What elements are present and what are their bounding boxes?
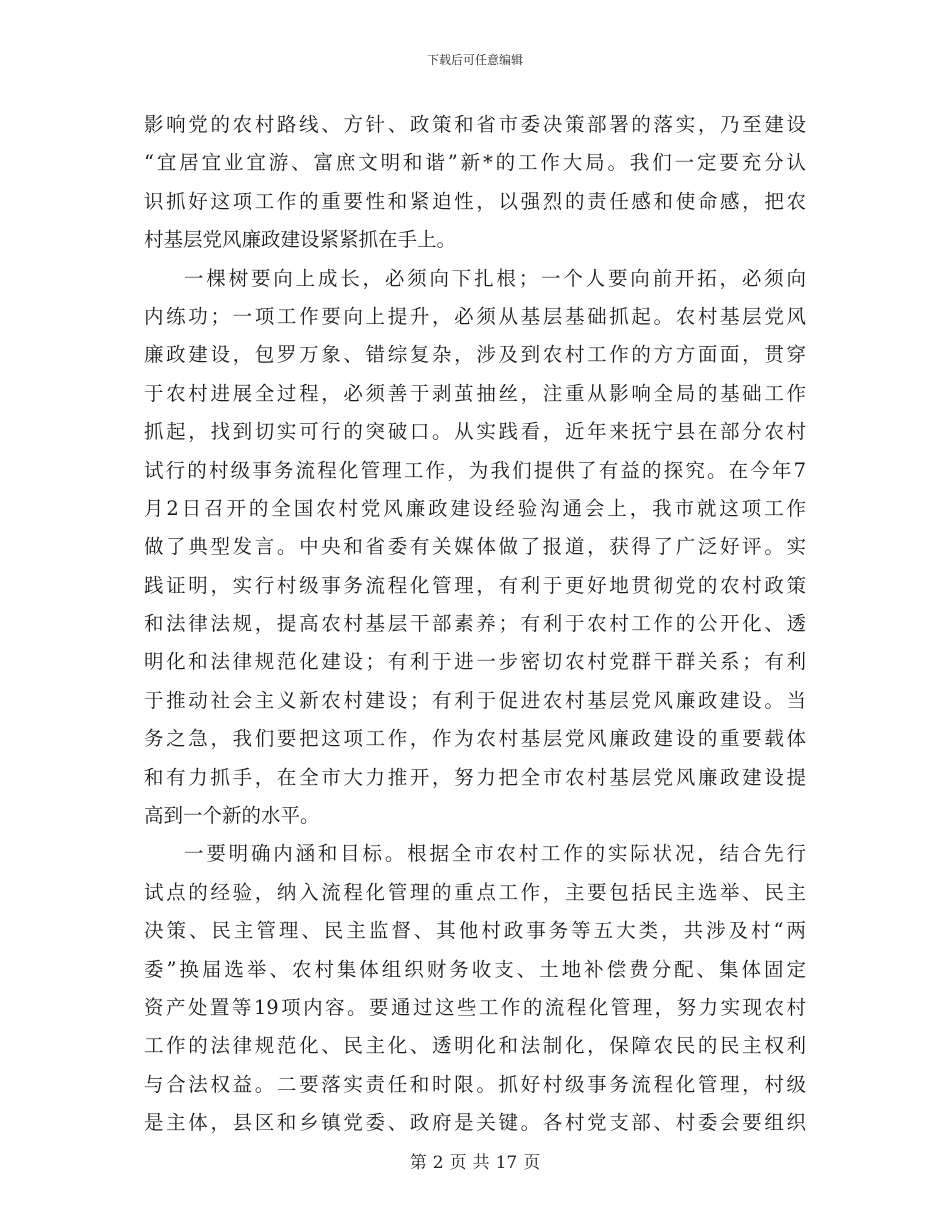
text-line: 月2日召开的全国农村党风廉政建设经验沟通会上，我市就这项工作: [144, 496, 806, 520]
paragraph-1: [144, 106, 806, 260]
text-line: 内练功；一项工作要向上提升，必须从基层基础抓起。农村基层党风: [144, 304, 806, 328]
paragraph-2: [144, 260, 806, 836]
text-line: 廉政建设，包罗万象、错综复杂，涉及到农村工作的方方面面，贯穿: [144, 343, 806, 367]
page-footer: [0, 1152, 950, 1174]
text-line: 与合法权益。二要落实责任和时限。抓好村级事务流程化管理，村级: [144, 1072, 806, 1096]
text-line: 识抓好这项工作的重要性和紧迫性，以强烈的责任感和使命感，把农: [144, 189, 806, 213]
text-line: 是主体，县区和乡镇党委、政府是关键。各村党支部、村委会要组织: [144, 1111, 806, 1135]
text-line: “宜居宜业宜游、富庶文明和谐”新*的工作大局。我们一定要充分认: [144, 151, 806, 175]
document-body: [144, 106, 806, 1143]
text-line: 试点的经验，纳入流程化管理的重点工作，主要包括民主选举、民主: [144, 880, 806, 904]
text-line: 一棵树要向上成长，必须向下扎根；一个人要向前开拓，必须向: [184, 266, 806, 290]
text-line: 高到一个新的水平。: [144, 804, 320, 828]
paragraph-3: [144, 835, 806, 1142]
footer-total-label: 共: [472, 1153, 490, 1173]
text-line: 做了典型发言。中央和省委有关媒体做了报道，获得了广泛好评。实: [144, 535, 806, 559]
text-line: 村基层党风廉政建设紧紧抓在手上。: [144, 228, 457, 252]
page-header: 下载后可任意编辑: [426, 53, 523, 67]
text-line: 工作的法律规范化、民主化、透明化和法制化，保障农民的民主权利: [144, 1034, 806, 1058]
text-line: 务之急，我们要把这项工作，作为农村基层党风廉政建设的重要载体: [144, 727, 806, 751]
text-line: 试行的村级事务流程化管理工作，为我们提供了有益的探究。在今年7: [144, 458, 806, 482]
footer-middle: 页: [449, 1153, 467, 1173]
footer-prefix: 第: [409, 1153, 427, 1173]
text-line: 委”换届选举、农村集体组织财务收支、土地补偿费分配、集体固定: [144, 957, 806, 981]
text-line: 和有力抓手，在全市大力推开，努力把全市农村基层党风廉政建设提: [144, 765, 806, 789]
text-line: 资产处置等19项内容。要通过这些工作的流程化管理，努力实现农村: [144, 995, 806, 1019]
text-line: 于农村进展全过程，必须善于剥茧抽丝，注重从影响全局的基础工作: [144, 381, 806, 405]
page-number: 2: [432, 1153, 444, 1173]
text-line: 践证明，实行村级事务流程化管理，有利于更好地贯彻党的农村政策: [144, 573, 806, 597]
page-total: 17: [495, 1153, 518, 1173]
text-line: 决策、民主管理、民主监督、其他村政事务等五大类，共涉及村“两: [144, 919, 806, 943]
text-line: 一要明确内涵和目标。根据全市农村工作的实际状况，结合先行: [184, 842, 806, 866]
text-line: 和法律法规，提高农村基层干部素养；有利于农村工作的公开化、透: [144, 612, 806, 636]
text-line: 于推动社会主义新农村建设；有利于促进农村基层党风廉政建设。当: [144, 688, 806, 712]
text-line: 明化和法律规范化建设；有利于进一步密切农村党群干群关系；有利: [144, 650, 806, 674]
text-line: 抓起，找到切实可行的突破口。从实践看，近年来抚宁县在部分农村: [144, 420, 806, 444]
text-line: 影响党的农村路线、方针、政策和省市委决策部署的落实，乃至建设: [144, 113, 806, 136]
footer-suffix: 页: [523, 1153, 541, 1173]
